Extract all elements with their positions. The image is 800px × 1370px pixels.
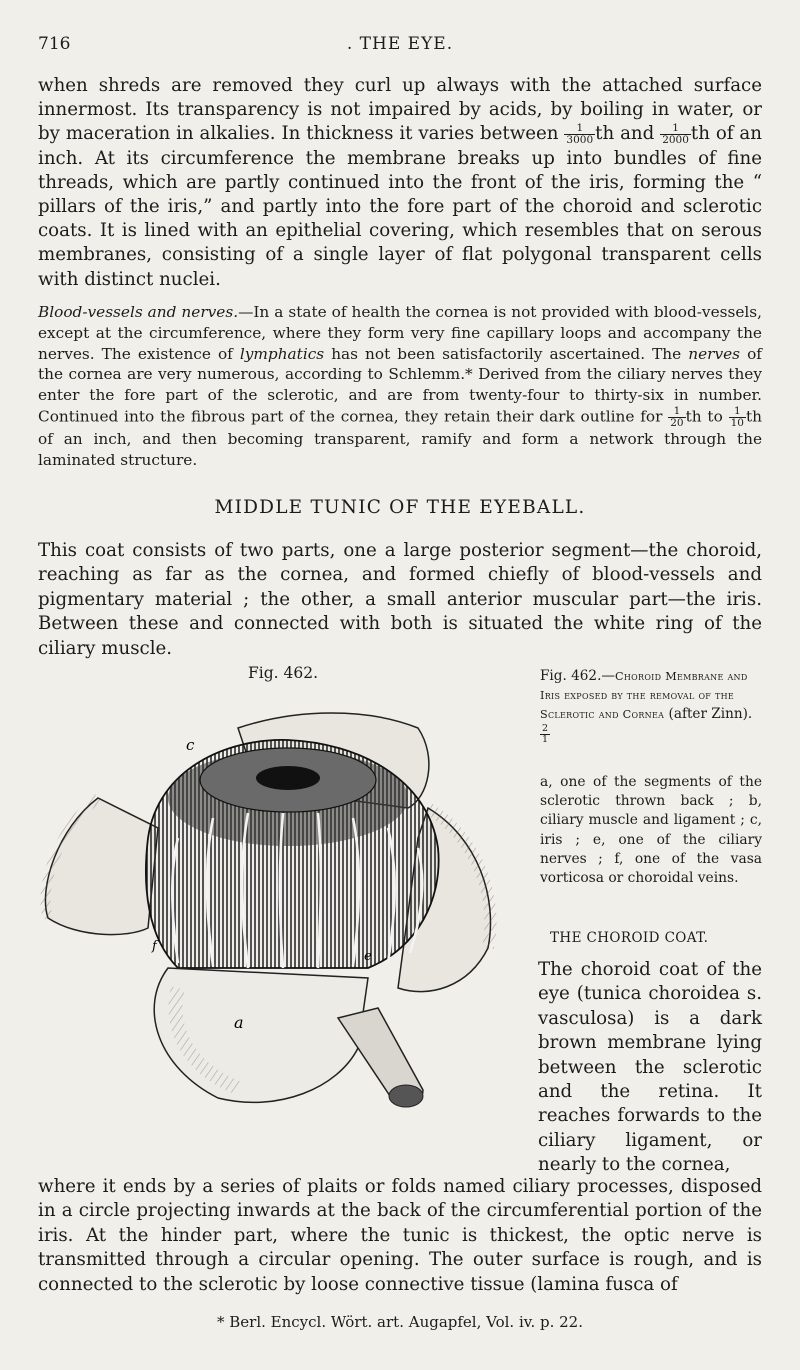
middle-tunic-paragraph: This coat consists of two parts, one a large posterior segment—the choroid, reaching as far as the cornea, and formed chiefly of blood-vessels and pigmentary material ; the other, a small anterior muscular part—the iris. Between these and connected with both is situated the white ring of the ciliary muscle.: [38, 540, 762, 659]
blood-vessels-paragraph: [38, 302, 762, 471]
section-heading: MIDDLE TUNIC OF THE EYEBALL.: [214, 497, 586, 518]
fraction-denominator: 3000: [566, 133, 594, 146]
eyeball-illustration: [38, 688, 538, 1118]
figure-letter-e: e: [364, 949, 372, 964]
choroid-paragraph-column: The choroid coat of the eye (tunica choroidea s. vasculosa) is a dark brown membrane lying between the sclerotic and the retina. It reaches forwards to the ciliary ligament, or nearly to the cornea,: [538, 959, 762, 1176]
fraction-denominator: 20: [670, 416, 684, 429]
paragraph-lead: Blood-vessels and nerves.: [38, 303, 239, 321]
choroid-paragraph-continued: where it ends by a series of plaits or folds named ciliary processes, disposed in a circle projecting inwards at the back of the circumferential portion of the iris. At the hinder part, where the tunic is thickest, the optic nerve is transmitted through a circular opening. The outer surface is rough, and is connected to the sclerotic by loose connective tissue (lamina fusca of: [38, 1176, 762, 1295]
figure-caption: [540, 667, 762, 745]
fraction: [660, 123, 691, 146]
figure-letter-a: a: [234, 1013, 244, 1032]
italic-term: nerves: [688, 344, 741, 363]
pupil: [256, 766, 320, 790]
fraction-numerator: 1: [660, 123, 691, 135]
fraction-denominator: 10: [730, 416, 744, 429]
text-run: th to: [685, 407, 723, 426]
subsection-heading: THE CHOROID COAT.: [550, 930, 709, 946]
fraction: [668, 406, 685, 429]
fraction-numerator: 2: [542, 723, 549, 734]
page-header: [38, 34, 762, 58]
text-run: of the cornea are very numerous, according to Schlemm.* Derived from the ciliary nerves they enter the fore part of the sclerotic, and are from twenty-four to thirty-six in number. Continued into the fibrous part of the cornea, they retain their dark outline for: [38, 344, 762, 426]
scale-fraction: [540, 724, 550, 745]
cornea-paragraph: [38, 74, 762, 292]
footnote: * Berl. Encycl. Wört. art. Augapfel, Vol. iv. p. 22.: [217, 1313, 583, 1331]
text-run: —In a state of health the cornea is not provided with blood-vessels, except at the circumference, where they form very fine capillary loops and accompany the nerves. The existence of: [38, 303, 762, 363]
fraction: [729, 406, 746, 429]
fraction-denominator: 1: [542, 734, 549, 745]
italic-term: lymphatics: [239, 344, 325, 363]
text-run: th of an inch. At its circumference the membrane breaks up into bundles of fine threads, which are partly continued into the front of the iris, forming the “ pillars of the iris,” and partly into the fore part of the choroid and sclerotic coats. It is lined with an epithelial covering, which resembles that on serous membranes, consisting of a single layer of flat polygonal transparent cells with distinct nuclei.: [38, 123, 762, 290]
figure-legend: a, one of the segments of the sclerotic thrown back ; b, ciliary muscle and ligament ; c, iris ; e, one of the ciliary nerves ; f, one of the vasa vorticosa or choroidal veins.: [540, 774, 762, 887]
fraction-numerator: 1: [668, 406, 685, 418]
caption-head: Fig. 462.—: [540, 668, 615, 684]
fraction-numerator: 1: [729, 406, 746, 418]
caption-title: Choroid Membrane and Iris exposed by the removal of the Sclerotic and Cornea: [540, 670, 748, 721]
figure-letter-f: f: [152, 939, 157, 954]
running-title: . THE EYE.: [346, 34, 454, 54]
figure-letter-c: c: [186, 736, 195, 754]
fraction-denominator: 2000: [662, 133, 689, 146]
sclerotic-flap-left: [45, 798, 158, 935]
text-run: th and: [595, 123, 655, 145]
fraction-numerator: 1: [564, 123, 595, 135]
text-run: th of an inch, and then becoming transparent, ramify and form a network through the laminated structure.: [38, 407, 762, 469]
text-run: when shreds are removed they curl up always with the attached surface innermost. Its transparency is not impaired by acids, by boiling in water, or by maceration in alkalies. In thickness it varies between: [38, 75, 762, 145]
caption-source: (after Zinn).: [668, 706, 753, 722]
fraction: [564, 123, 595, 146]
text-run: has not been satisfactorily ascertained. The: [331, 344, 682, 363]
page-number: 716: [38, 34, 71, 54]
figure-label: Fig. 462.: [248, 664, 318, 682]
